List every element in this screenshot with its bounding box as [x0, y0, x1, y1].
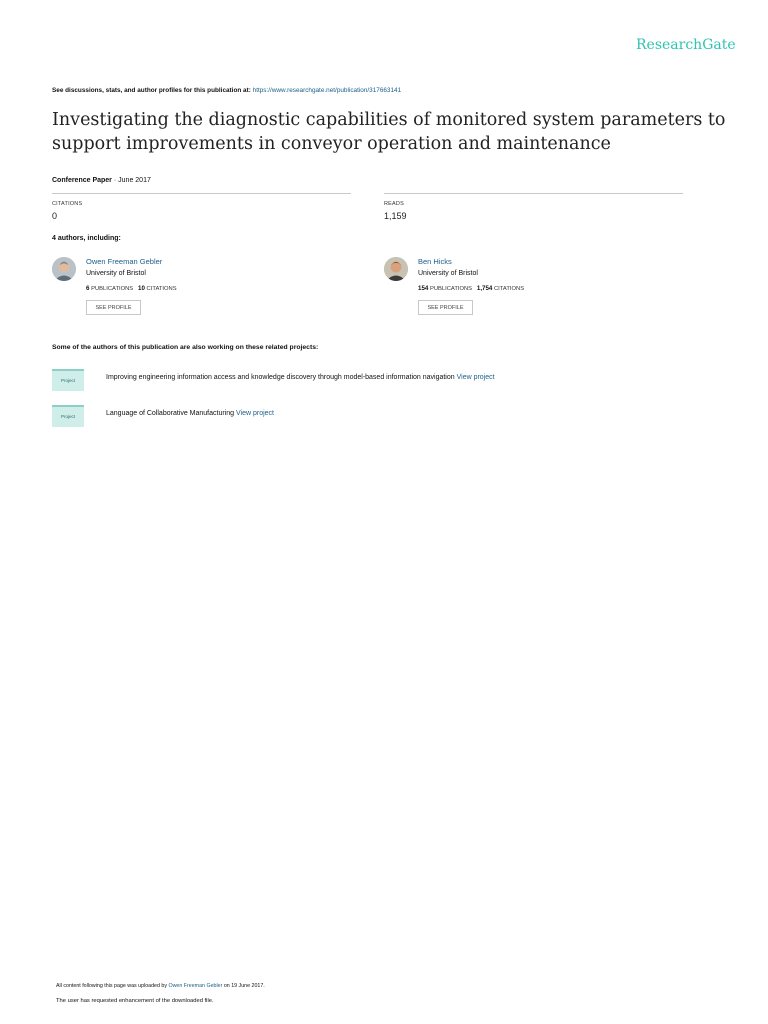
- citations-count: 10: [138, 285, 145, 292]
- publications-label: PUBLICATIONS: [91, 286, 134, 292]
- publication-url-link[interactable]: https://www.researchgate.net/publication/317663141: [252, 87, 402, 94]
- publication-meta: [52, 177, 151, 184]
- project-folder-icon: [52, 405, 84, 427]
- researchgate-logo[interactable]: ResearchGate: [636, 37, 736, 53]
- author-avatar[interactable]: [52, 257, 76, 281]
- see-profile-button[interactable]: SEE PROFILE: [86, 300, 141, 315]
- person-icon: [384, 257, 408, 281]
- related-projects-heading: Some of the authors of this publication are also working on these related projects:: [52, 344, 319, 351]
- reads-value: 1,159: [384, 211, 407, 221]
- publications-count: 6: [86, 285, 90, 292]
- related-project: [52, 405, 672, 429]
- person-icon: [52, 257, 76, 281]
- see-profile-button[interactable]: SEE PROFILE: [418, 300, 473, 315]
- project-icon-label: Project: [60, 378, 75, 383]
- uploader-link[interactable]: Owen Freeman Gebler: [168, 983, 223, 989]
- author-name-link[interactable]: Owen Freeman Gebler: [86, 257, 163, 266]
- related-project: [52, 369, 672, 393]
- upload-note: [56, 983, 265, 989]
- project-icon-label: Project: [60, 414, 75, 419]
- project-title: Improving engineering information access and knowledge discovery through model-based information navigation: [106, 374, 457, 381]
- divider-right: [384, 193, 683, 194]
- authors-heading: 4 authors, including:: [52, 235, 121, 242]
- citations-label: CITATIONS: [146, 286, 177, 292]
- author-institution: University of Bristol: [86, 270, 146, 277]
- author-card: [52, 257, 352, 321]
- author-stats: [418, 285, 524, 292]
- publications-label: PUBLICATIONS: [429, 286, 473, 292]
- author-avatar[interactable]: [384, 257, 408, 281]
- author-stats: [86, 285, 177, 292]
- enhancement-note: The user has requested enhancement of the downloaded file.: [56, 998, 214, 1004]
- view-project-link[interactable]: View project: [235, 410, 274, 417]
- author-name-link[interactable]: Ben Hicks: [418, 257, 452, 266]
- meta-separator: ·: [111, 177, 119, 184]
- author-card: [384, 257, 684, 321]
- reads-label: READS: [384, 201, 404, 207]
- citations-label: CITATIONS: [494, 286, 525, 292]
- publications-count: 154: [418, 285, 429, 292]
- citations-label: CITATIONS: [52, 201, 83, 207]
- see-discussions-line: [52, 87, 401, 94]
- view-project-link[interactable]: View project: [456, 374, 495, 381]
- project-folder-icon: [52, 369, 84, 391]
- citations-count: 1,754: [476, 285, 493, 292]
- publication-title: Investigating the diagnostic capabilities of monitored system parameters to support improvements in conveyor operation and maintenance: [52, 110, 726, 154]
- citations-value: 0: [52, 211, 58, 221]
- project-title: Language of Collaborative Manufacturing: [106, 410, 236, 417]
- divider-left: [52, 193, 351, 194]
- author-institution: University of Bristol: [418, 270, 478, 277]
- project-description: [106, 410, 274, 417]
- upload-prefix: All content following this page was uploaded by: [56, 983, 169, 989]
- see-discussions-text: See discussions, stats, and author profiles for this publication at:: [52, 87, 253, 94]
- publication-date: June 2017: [118, 177, 151, 184]
- upload-suffix: on 19 June 2017.: [222, 983, 265, 989]
- publication-type: Conference Paper: [52, 177, 112, 184]
- project-description: [106, 374, 495, 381]
